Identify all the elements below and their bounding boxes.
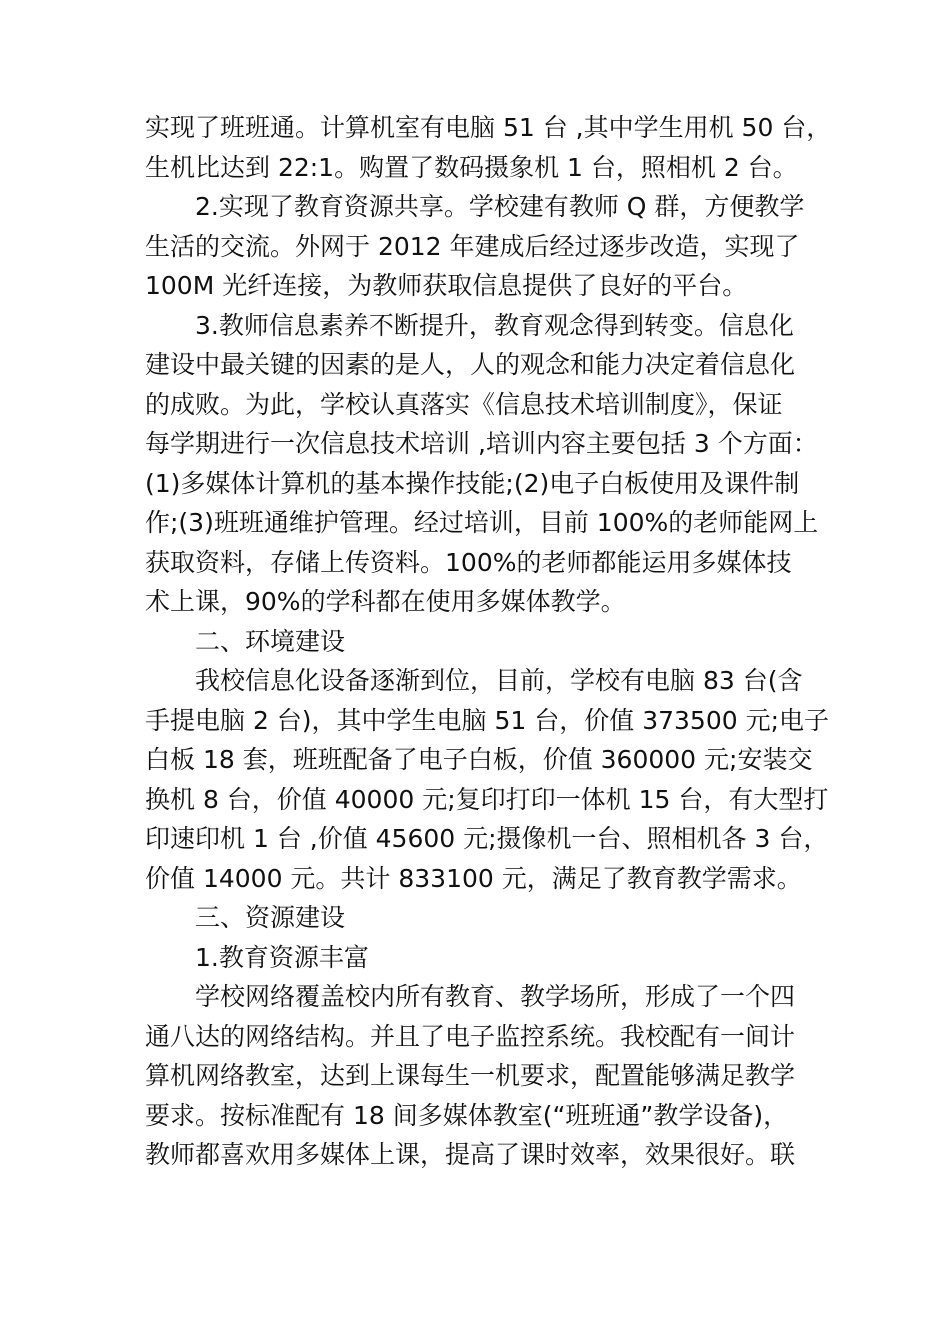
text-line: 印速印机 1 台 ,价值 45600 元;摄像机一台、照相机各 3 台， (145, 824, 829, 853)
text-line: 3.教师信息素养不断提升，教育观念得到转变。信息化 (195, 310, 794, 340)
text-line: 手提电脑 2 台)，其中学生电脑 51 台，价值 373500 元;电子 (145, 705, 830, 735)
text-line: 生机比达到 22:1。购置了数码摄象机 1 台，照相机 2 台。 (145, 152, 798, 182)
text-line: 每学期进行一次信息技术培训 ,培训内容主要包括 3 个方面： (145, 429, 818, 458)
text-line: 100M 光纤连接，为教师获取信息提供了良好的平台。 (145, 271, 748, 300)
text-line: 学校网络覆盖校内所有教育、教学场所，形成了一个四 (195, 982, 796, 1011)
text-line: 实现了班班通。计算机室有电脑 51 台 ,其中学生用机 50 台， (145, 113, 832, 142)
section-heading: 三、资源建设 (195, 903, 346, 932)
text-line: (1)多媒体计算机的基本操作技能;(2)电子白板使用及课件制 (145, 468, 800, 498)
text-line: 换机 8 台，价值 40000 元;复印打印一体机 15 台，有大型打 (145, 784, 829, 814)
subsection-heading: 1.教育资源丰富 (195, 942, 369, 972)
section-heading: 二、环境建设 (195, 626, 346, 656)
text-line: 获取资料，存储上传资料。100%的老师都能运用多媒体技 (145, 547, 792, 577)
text-line: 价值 14000 元。共计 833100 元，满足了教育教学需求。 (145, 863, 802, 893)
document-body (145, 108, 832, 1175)
text-line: 2.实现了教育资源共享。学校建有教师 Q 群，方便教学 (195, 192, 805, 221)
text-line: 教师都喜欢用多媒体上课，提高了课时效率，效果很好。联 (145, 1140, 796, 1169)
text-line: 我校信息化设备逐渐到位，目前，学校有电脑 83 台(含 (195, 666, 803, 695)
text-line: 作;(3)班班通维护管理。经过培训，目前 100%的老师能网上 (145, 508, 819, 537)
text-line: 通八达的网络结构。并且了电子监控系统。我校配有一间计 (145, 1021, 796, 1051)
text-line: 生活的交流。外网于 2012 年建成后经过逐步改造，实现了 (145, 231, 800, 261)
text-line: 的成败。为此，学校认真落实《信息技术培训制度》，保证 (145, 389, 783, 419)
text-line: 算机网络教室，达到上课每生一机要求，配置能够满足教学 (145, 1061, 796, 1090)
text-line: 要求。按标准配有 18 间多媒体教室(“班班通”教学设备)， (145, 1100, 789, 1130)
text-line: 术上课，90%的学科都在使用多媒体教学。 (145, 587, 626, 616)
text-line: 建设中最关键的因素的是人，人的观念和能力决定着信息化 (145, 350, 796, 379)
text-line: 白板 18 套，班班配备了电子白板，价值 360000 元;安装交 (145, 745, 813, 774)
